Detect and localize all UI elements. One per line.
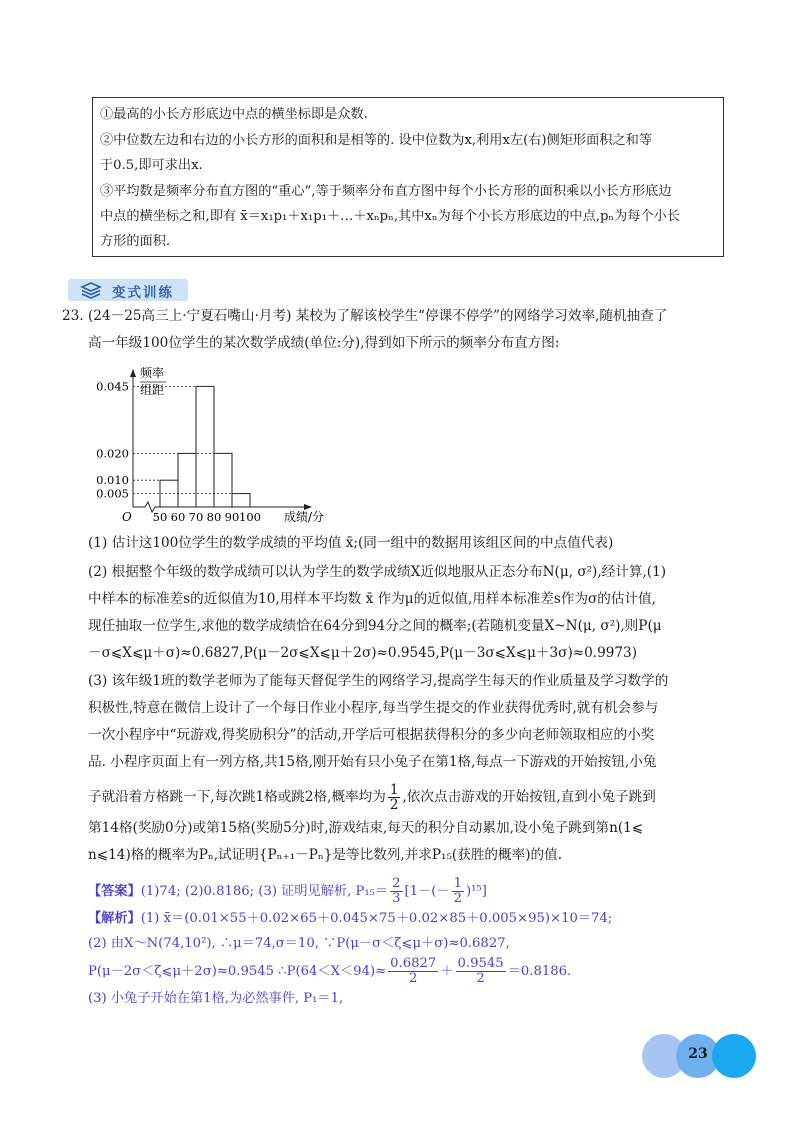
answer-inner-denominator: 2 — [453, 891, 462, 906]
question-2-line-1: (2) 根据整个年级的数学成绩可以认为学生的数学成绩X近似地服从正态分布N(μ, σ²),经计算,(1) — [88, 564, 667, 580]
question-3-line-5-part-b: ,依次点击游戏的开始按钮,直到小兔子跳到 — [402, 789, 656, 805]
analysis-plus: ＋ — [440, 964, 454, 979]
x-axis-label: 成绩/分 — [284, 510, 325, 524]
half-denominator: 2 — [389, 797, 399, 813]
question-3-line-1: (3) 该年级1班的数学老师为了能每天督促学生的网络学习,提高学生每天的作业质量及学习数学的 — [88, 673, 669, 689]
histogram-bar — [178, 453, 196, 507]
answer-line — [88, 877, 487, 906]
method-line-2: ②中位数左边和右边的小长方形的面积和是相等的. 设中位数为x,利用x左(右)侧矩形面积之和等 — [100, 133, 653, 148]
analysis-line-4: (3) 小兔子开始在第1格,为必然事件, P₁＝1, — [88, 991, 344, 1006]
analysis-line-3-part-a: P(μ－2σ＜ζ⩽μ＋2σ)≈0.9545 ∴P(64＜X＜94)≈ — [88, 964, 387, 979]
method-line-1: ①最高的小长方形底边中点的横坐标即是众数. — [100, 107, 368, 122]
answer-label: 【答案】 — [88, 884, 141, 899]
analysis-line-3 — [88, 957, 571, 986]
question-2-line-4: －σ⩽X⩽μ＋σ)≈0.6827,P(μ－2σ⩽X⩽μ＋2σ)≈0.9545,P(μ－3σ⩽X⩽μ＋3σ)≈0.9973) — [88, 645, 637, 661]
answer-text-a: (1)74; (2)0.8186; (3) 证明见解析, P₁₅＝ — [140, 884, 389, 899]
answer-text-c: )¹⁵] — [465, 884, 487, 899]
x-tick-label: 50 — [152, 510, 168, 524]
layers-icon — [80, 281, 102, 299]
x-tick-label: 80 — [206, 510, 222, 524]
question-3-line-4: 品. 小程序页面上有一列方格,共15格,刚开始有只小兔子在第1格,每点一下游戏的开始按钮,小兔 — [88, 754, 657, 770]
y-tick-label: 0.045 — [96, 379, 129, 394]
x-tick-label: 60 — [170, 510, 186, 524]
y-axis-label-top: 频率 — [140, 366, 165, 380]
problem-intro-line-2: 高一年级100位学生的某次数学成绩(单位:分),得到如下所示的频率分布直方图: — [88, 335, 560, 351]
analysis-fraction-1-denominator: 2 — [409, 971, 418, 986]
y-tick-label: 0.010 — [96, 473, 129, 488]
y-tick-label: 0.020 — [96, 446, 129, 461]
question-2-line-2: 中样本的标准差s的近似值为10,用样本平均数 x̄ 作为μ的近似值,用样本标准差s作为σ的估计值, — [88, 591, 657, 607]
analysis-fraction-1-numerator: 0.6827 — [390, 956, 437, 971]
answer-fraction-numerator: 2 — [392, 876, 401, 891]
question-3-line-6: 第14格(奖励0分)或第15格(奖励5分)时,游戏结束,每天的积分自动累加,设小兔子跳到第n(1⩽ — [88, 820, 644, 836]
answer-text-b: [1－(－ — [404, 884, 450, 899]
question-1: (1) 估计这100位学生的数学成绩的平均值 x̄;(同一组中的数据用该组区间的中点值代表) — [88, 535, 614, 551]
method-line-3: 于0.5,即可求出x. — [100, 158, 203, 173]
problem-number: 23. — [62, 308, 84, 324]
analysis-fraction-2-denominator: 2 — [476, 971, 485, 986]
analysis-fraction-1 — [388, 957, 438, 986]
histogram-bar — [196, 386, 214, 507]
y-tick-label: 0.005 — [96, 486, 129, 501]
analysis-line-1 — [88, 909, 612, 929]
x-tick-label: 70 — [188, 510, 204, 524]
question-3-line-7: n⩽14)格的概率为Pₙ,试证明{Pₙ₊₁－Pₙ}是等比数列,并求P₁₅(获胜的概率)的值. — [88, 847, 563, 863]
method-line-6: 方形的面积. — [100, 234, 171, 249]
question-3-line-5-part-a: 子就沿着方格跳一下,每次跳1格或跳2格,概率均为 — [88, 789, 386, 805]
analysis-fraction-2-numerator: 0.9545 — [457, 956, 504, 971]
page-number: 23 — [688, 1046, 708, 1062]
question-3-line-2: 积极性,特意在微信上设计了一个每日作业小程序,每当学生提交的作业获得优秀时,就有机会参与 — [88, 700, 659, 716]
analysis-line-3-part-b: ＝0.8186. — [507, 964, 572, 979]
analysis-fraction-2 — [456, 957, 506, 986]
question-2-line-3: 现任抽取一位学生,求他的数学成绩恰在64分到94分之间的概率;(若随机变量X~N(μ, σ²),则P(μ — [88, 618, 662, 634]
method-line-5: 中点的横坐标之和,即有 x̄＝x₁p₁＋x₁p₁＋…＋xₙpₙ,其中xₙ为每个小长方形底边的中点,pₙ为每个小长 — [100, 209, 681, 224]
question-3-line-5 — [88, 783, 656, 812]
answer-fraction-denominator: 3 — [392, 891, 401, 906]
frequency-histogram — [90, 365, 350, 530]
analysis-line-1-text: (1) x̄＝(0.01×55＋0.02×65＋0.045×75＋0.02×85＋0.005×95)×10＝74; — [140, 911, 613, 926]
half-fraction — [388, 783, 401, 812]
problem-intro-line-1: (24－25高三上·宁夏石嘴山·月考) 某校为了解该校学生“停课不停学”的网络学习效率,随机抽查了 — [88, 308, 668, 324]
section-tag-label: 变式训练 — [112, 285, 174, 301]
analysis-line-2: (2) 由X～N(74,10²), ∴μ＝74,σ＝10, ∵P(μ－σ＜ζ⩽μ＋σ)≈0.6827, — [88, 936, 510, 951]
question-3-line-3: 一次小程序中“玩游戏,得奖励积分”的活动,开学后可根据获得积分的多少向老师领取相应的小奖 — [88, 727, 655, 743]
origin-label: O — [122, 510, 132, 524]
method-line-4: ③平均数是频率分布直方图的“重心”,等于频率分布直方图中每个小长方形的面积乘以小长方形底边 — [100, 184, 672, 199]
answer-fraction — [390, 877, 402, 906]
answer-inner-numerator: 1 — [453, 876, 462, 891]
y-axis-label-bottom: 组距 — [140, 383, 165, 397]
analysis-label: 【解析】 — [88, 911, 141, 926]
histogram-bar — [214, 453, 232, 507]
answer-inner-fraction — [452, 877, 464, 906]
histogram-bar — [232, 494, 250, 507]
y-axis-arrow — [130, 369, 136, 377]
half-numerator: 1 — [389, 782, 399, 798]
x-tick-label: 100 — [239, 510, 261, 524]
x-tick-label: 90 — [224, 510, 240, 524]
